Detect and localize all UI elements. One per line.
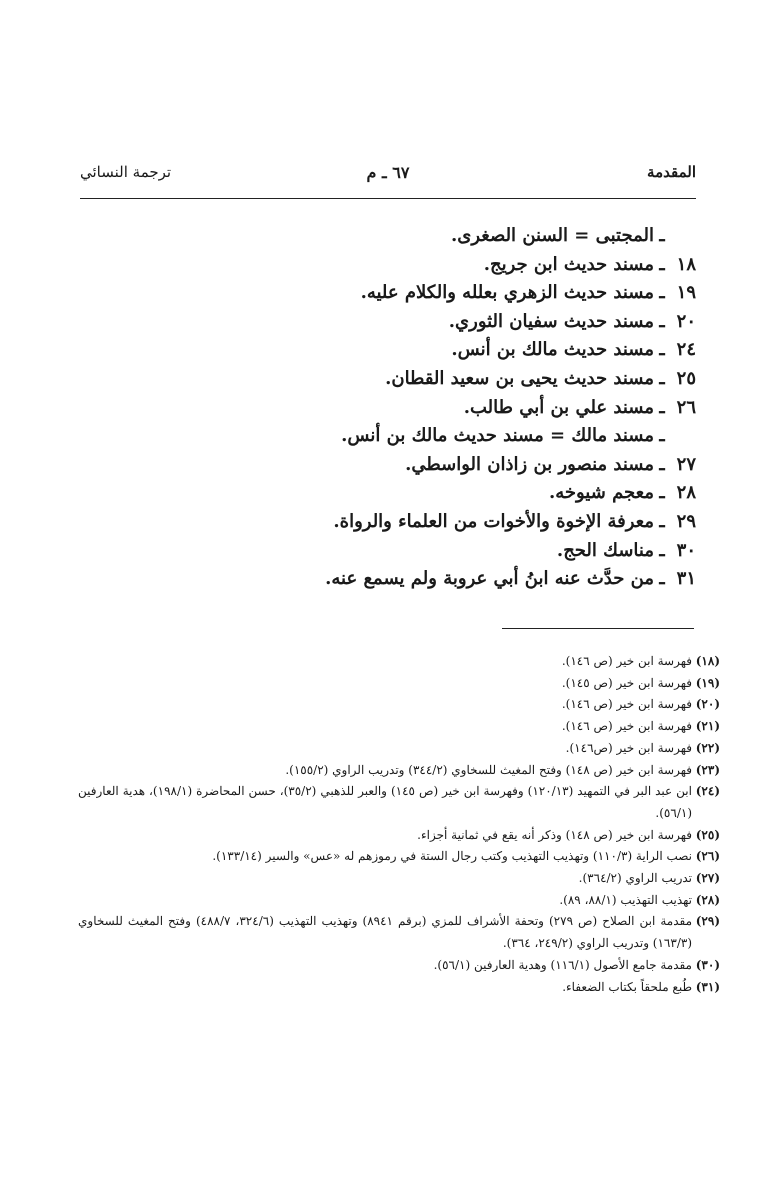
list-item [96, 222, 696, 251]
page-number: ٦٧ ـ م [366, 163, 410, 182]
item-number: ٢٤ [676, 339, 696, 361]
footnote-number: (٢٦) [695, 849, 720, 864]
list-item [96, 394, 696, 423]
footnote [78, 977, 720, 999]
footnote-text: ابن عبد البر في التمهيد (١٢٠/١٣) وفهرسة ابن خير (ص ١٤٥) والعبر للذهبي (٣٥/٢)، حسن المحاضرة (١٩٨/١)، هدية العارفين (٥٦/١). [78, 784, 692, 820]
running-header [80, 163, 696, 191]
item-dash: ـ [659, 310, 665, 332]
footnote-text: تهذيب التهذيب (٨٨/١، ٨٩). [559, 892, 692, 907]
item-text: معرفة الإخوة والأخوات من العلماء والرواة. [333, 510, 654, 532]
list-item [96, 365, 696, 394]
footnote [78, 890, 720, 912]
footnote-number: (١٨) [695, 654, 720, 668]
footnote-text: فهرسة ابن خير (ص ١٤٦). [561, 697, 692, 712]
footnote-number: (٢٠) [695, 697, 720, 712]
footnote-text: فهرسة ابن خير (ص ١٤٥). [561, 675, 692, 690]
item-text: مسند منصور بن زاذان الواسطي. [405, 453, 654, 475]
item-text: مسند حديث يحيى بن سعيد القطان. [385, 367, 654, 389]
item-number: ٣١ [676, 568, 696, 590]
footnote [78, 846, 720, 868]
list-item [96, 451, 696, 480]
item-number: ٢٩ [676, 510, 696, 532]
item-number: ٣٠ [676, 539, 696, 561]
footnote-text: فهرسة ابن خير (ص ١٤٦). [561, 719, 692, 734]
list-item [96, 251, 696, 280]
item-text: من حدَّث عنه ابنُ أبي عروبة ولم يسمع عنه. [325, 568, 654, 590]
item-text: مسند حديث سفيان الثوري. [448, 310, 654, 332]
footnote-number: (٣١) [695, 979, 720, 994]
section-title: المقدمة [647, 163, 696, 181]
footnote-text: مقدمة جامع الأصول (١١٦/١) وهدية العارفين (٥٦/١). [433, 957, 692, 972]
footnote-number: (٢٨) [695, 892, 720, 907]
list-item [96, 508, 696, 537]
footnote [78, 781, 720, 824]
item-text: المجتبى = السنن الصغرى. [450, 225, 654, 246]
list-item [96, 308, 696, 337]
item-number: ٢٠ [676, 310, 696, 332]
footnote [78, 673, 720, 695]
item-text: مناسك الحج. [556, 539, 654, 561]
list-item [96, 537, 696, 566]
item-text: مسند حديث ابن جريج. [483, 253, 654, 275]
footnote-text: نصب الراية (١١٠/٣) وتهذيب التهذيب وكتب رجال الستة في رموزهم له «عس» والسير (١٣٣/١٤). [212, 849, 692, 864]
item-dash: ـ [659, 453, 665, 475]
footnote-number: (٢٧) [695, 871, 720, 886]
item-number: ٢٧ [676, 453, 696, 475]
item-dash: ـ [659, 482, 665, 504]
item-number: ١٨ [676, 253, 696, 275]
footnote-number: (٢١) [695, 719, 720, 734]
item-text: مسند مالك = مسند حديث مالك بن أنس. [341, 425, 654, 447]
footnote [78, 738, 720, 760]
item-dash: ـ [659, 510, 665, 532]
footnote-number: (٢٩) [695, 914, 720, 929]
works-list [96, 222, 696, 594]
list-item [96, 565, 696, 594]
footnote-number: (١٩) [695, 675, 720, 690]
book-title: ترجمة النسائي [80, 163, 172, 181]
footnote [78, 651, 720, 673]
list-item [96, 422, 696, 451]
list-item [96, 279, 696, 308]
footnote-text: فهرسة ابن خير (ص ١٤٦). [561, 654, 692, 668]
footnote [78, 955, 720, 977]
footnote-number: (٢٣) [695, 762, 720, 777]
item-dash: ـ [659, 282, 665, 304]
item-text: مسند حديث مالك بن أنس. [451, 339, 654, 361]
footnote [78, 911, 720, 954]
item-number: ٢٥ [676, 367, 696, 389]
item-dash: ـ [659, 539, 665, 561]
footnote-text: فهرسة ابن خير (ص ١٤٨) وفتح المغيث للسخاوي (٣٤٤/٢) وتدريب الراوي (١٥٥/٢). [285, 762, 692, 777]
item-dash: ـ [659, 339, 665, 361]
footnote-number: (٢٥) [695, 827, 720, 842]
item-dash: ـ [659, 568, 665, 590]
item-number: ٢٦ [676, 396, 696, 418]
footnote-number: (٢٤) [695, 784, 720, 799]
footnote-number: (٣٠) [695, 957, 720, 972]
footnote [78, 868, 720, 890]
footnote [78, 716, 720, 738]
item-text: مسند حديث الزهري بعلله والكلام عليه. [360, 282, 654, 304]
footnote [78, 825, 720, 847]
item-number: ١٩ [676, 282, 696, 304]
list-item [96, 336, 696, 365]
header-divider [80, 198, 696, 199]
footnote-divider [502, 628, 694, 629]
footnote-text: مقدمة ابن الصلاح (ص ٢٧٩) وتحفة الأشراف للمزي (برقم ٨٩٤١) وتهذيب التهذيب (٣٢٤/٦، ٤٨٨/٧) وفتح المغيث للسخاوي (١٦٣/٣) وتدريب الراوي (٢٤٩/٢، ٣٦٤). [78, 914, 692, 951]
footnotes [78, 651, 720, 998]
item-text: مسند علي بن أبي طالب. [463, 396, 654, 418]
footnote-text: فهرسة ابن خير (ص١٤٦). [565, 740, 692, 755]
item-dash: ـ [659, 425, 665, 447]
footnote-text: طُبع ملحقاً بكتاب الضعفاء. [562, 979, 692, 994]
item-number: ٢٨ [676, 482, 696, 504]
item-dash: ـ [659, 253, 665, 275]
list-item [96, 479, 696, 508]
item-dash: ـ [659, 396, 665, 418]
footnote [78, 694, 720, 716]
item-dash: ـ [659, 367, 665, 389]
item-dash: ـ [659, 225, 665, 246]
item-text: معجم شيوخه. [548, 482, 654, 504]
footnote-text: فهرسة ابن خير (ص ١٤٨) وذكر أنه يقع في ثمانية أجزاء. [417, 827, 692, 842]
footnote-number: (٢٢) [695, 740, 720, 755]
footnote [78, 760, 720, 782]
footnote-text: تدريب الراوي (٣٦٤/٢). [578, 871, 692, 886]
